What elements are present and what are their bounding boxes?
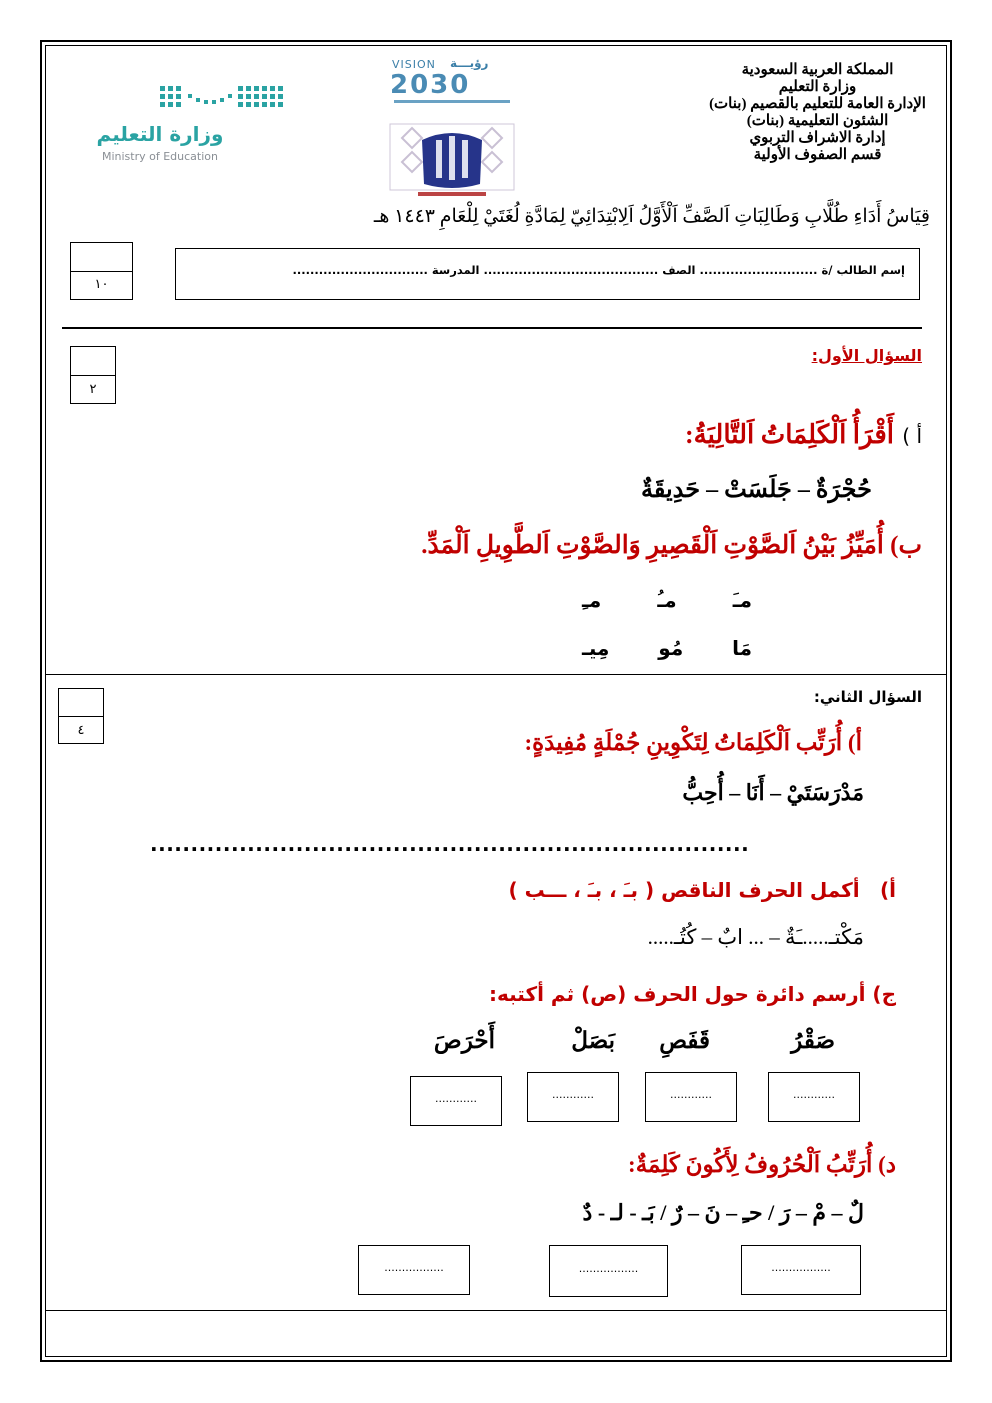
d-answer-box[interactable]: ................. xyxy=(741,1245,861,1295)
c-answer-box[interactable]: ............ xyxy=(645,1072,737,1122)
ministry-logo xyxy=(88,80,298,170)
header-line: إدارة الاشراف التربوي xyxy=(749,130,886,146)
q2-answer-line[interactable]: .......................................................................... xyxy=(150,832,750,856)
vision-year: 2030 xyxy=(390,70,471,100)
regional-emblem xyxy=(388,118,516,198)
divider xyxy=(45,1310,947,1311)
q2-c-instruction: ج) أرسم دائرة حول الحرف (ص) ثم أكتبه: xyxy=(489,982,896,1006)
divider xyxy=(62,327,922,329)
divider xyxy=(45,674,947,675)
q1-a-line xyxy=(685,420,922,450)
c-word: بَصَلْ xyxy=(571,1028,615,1053)
vision-underline xyxy=(394,100,510,103)
student-info-box xyxy=(175,248,920,300)
q2-score-value: ٤ xyxy=(59,716,103,744)
ministry-dots-icon xyxy=(158,82,292,112)
q2-a-instruction: أ) أُرَتِّب اَلْكَلِمَاتُ لِتَكْوِينِ جُمْلَةٍ مُفِيدَةٍ: xyxy=(524,730,862,755)
d-answer-box[interactable]: ................. xyxy=(549,1245,668,1297)
q2-d-instruction: د) أُرَتِّبُ اَلْحُرُوفُ لِأَكُونَ كَلِمَةٌ: xyxy=(628,1152,896,1177)
long-vowel: مُو xyxy=(658,636,684,660)
header-line: قسم الصفوف الأولية xyxy=(753,147,882,163)
q1-short-vowels xyxy=(582,588,752,612)
q1-a-instruction: أَقْرَأُ اَلْكَلِمَاتُ اَلتَّالِيَةُ: xyxy=(684,420,895,449)
vision-arabic: رؤيـــة xyxy=(450,56,489,70)
c-answer-box[interactable]: ............ xyxy=(768,1072,860,1122)
d-answer-box[interactable]: ................. xyxy=(358,1245,470,1295)
vision-2030-logo xyxy=(388,58,516,108)
q1-b-instruction: ب) أُمَيِّزُ بَيْنُ اَلصَّوْتِ اَلْقَصِيرِ وَالصَّوْتِ اَلطَّوِيلِ اَلْمَدِّ. xyxy=(421,532,922,559)
short-vowel: مـَ xyxy=(732,588,752,612)
student-info-text: إسم الطالب /ة ........................... الصف ........................................ المدرسة ............................... xyxy=(292,263,905,277)
long-vowel: مَا xyxy=(732,636,752,660)
q2-a-words: مَدْرَسَتَيْ – أَنَا – أُحِبُّ xyxy=(682,780,864,805)
q2-b-instruction: أكمل الحرف الناقص ( بـَ ، بـَ ، ـــب ) xyxy=(508,878,860,902)
q1-score-value: ٢ xyxy=(71,375,115,404)
header-block xyxy=(700,62,935,164)
header-line: الشئون التعليمية (بنات) xyxy=(746,113,889,129)
short-vowel: مـُ xyxy=(657,588,677,612)
c-answer-box[interactable]: ............ xyxy=(410,1076,502,1126)
header-line: المملكة العربية السعودية xyxy=(741,62,894,78)
q2-b-words: مَكْتـ.....ـَةٌ – ... ابٌ – كُتُـ..... xyxy=(647,925,864,949)
q1-a-words: حُجْرَةٌ – جَلَسَتْ – حَدِيقَةٌ xyxy=(640,477,872,503)
c-word: قَفَصِ xyxy=(659,1028,710,1053)
q1-a-prefix: أ ) xyxy=(902,424,922,448)
q1-heading: السؤال الأول: xyxy=(811,346,922,365)
q2-b-line xyxy=(509,878,897,902)
total-score-value: ١٠ xyxy=(71,271,132,300)
ministry-name-ar: وزارة التعليم xyxy=(96,122,224,146)
c-word: صَقْرُ xyxy=(791,1028,835,1053)
page-title: قِيَاسُ أَدَاءِ طُلَّابِ وَطَالِبَاتِ اَلصَّفِّ اَلْأَوَّلُ اَلِابْتِدَائِيّ لِمَادَّةِ لُغَتَيْ لِلْعَامِ ١٤٤٣ هـ xyxy=(373,206,930,227)
header-line: وزارة التعليم xyxy=(778,79,857,95)
total-score-box xyxy=(70,242,133,300)
q2-d-letters: لٌ – مْ – رَ / حـِ – نَ – رٌ / بَـ - لـ - دٌ xyxy=(582,1200,864,1225)
c-answer-box[interactable]: ............ xyxy=(527,1072,619,1122)
q2-b-prefix: أ) xyxy=(880,878,896,902)
long-vowel: مِيـ xyxy=(582,636,610,660)
ministry-name-en: Ministry of Education xyxy=(101,150,218,163)
q1-score-box xyxy=(70,346,116,404)
q2-heading: السؤال الثاني: xyxy=(813,688,922,706)
q2-score-box xyxy=(58,688,104,744)
c-word: أَحْرَصَ xyxy=(433,1028,495,1053)
vision-label: VISION xyxy=(392,58,436,71)
q1-long-vowels xyxy=(582,636,752,660)
short-vowel: مـِ xyxy=(582,588,602,612)
header-line: الإدارة العامة للتعليم بالقصيم (بنات) xyxy=(709,96,926,112)
